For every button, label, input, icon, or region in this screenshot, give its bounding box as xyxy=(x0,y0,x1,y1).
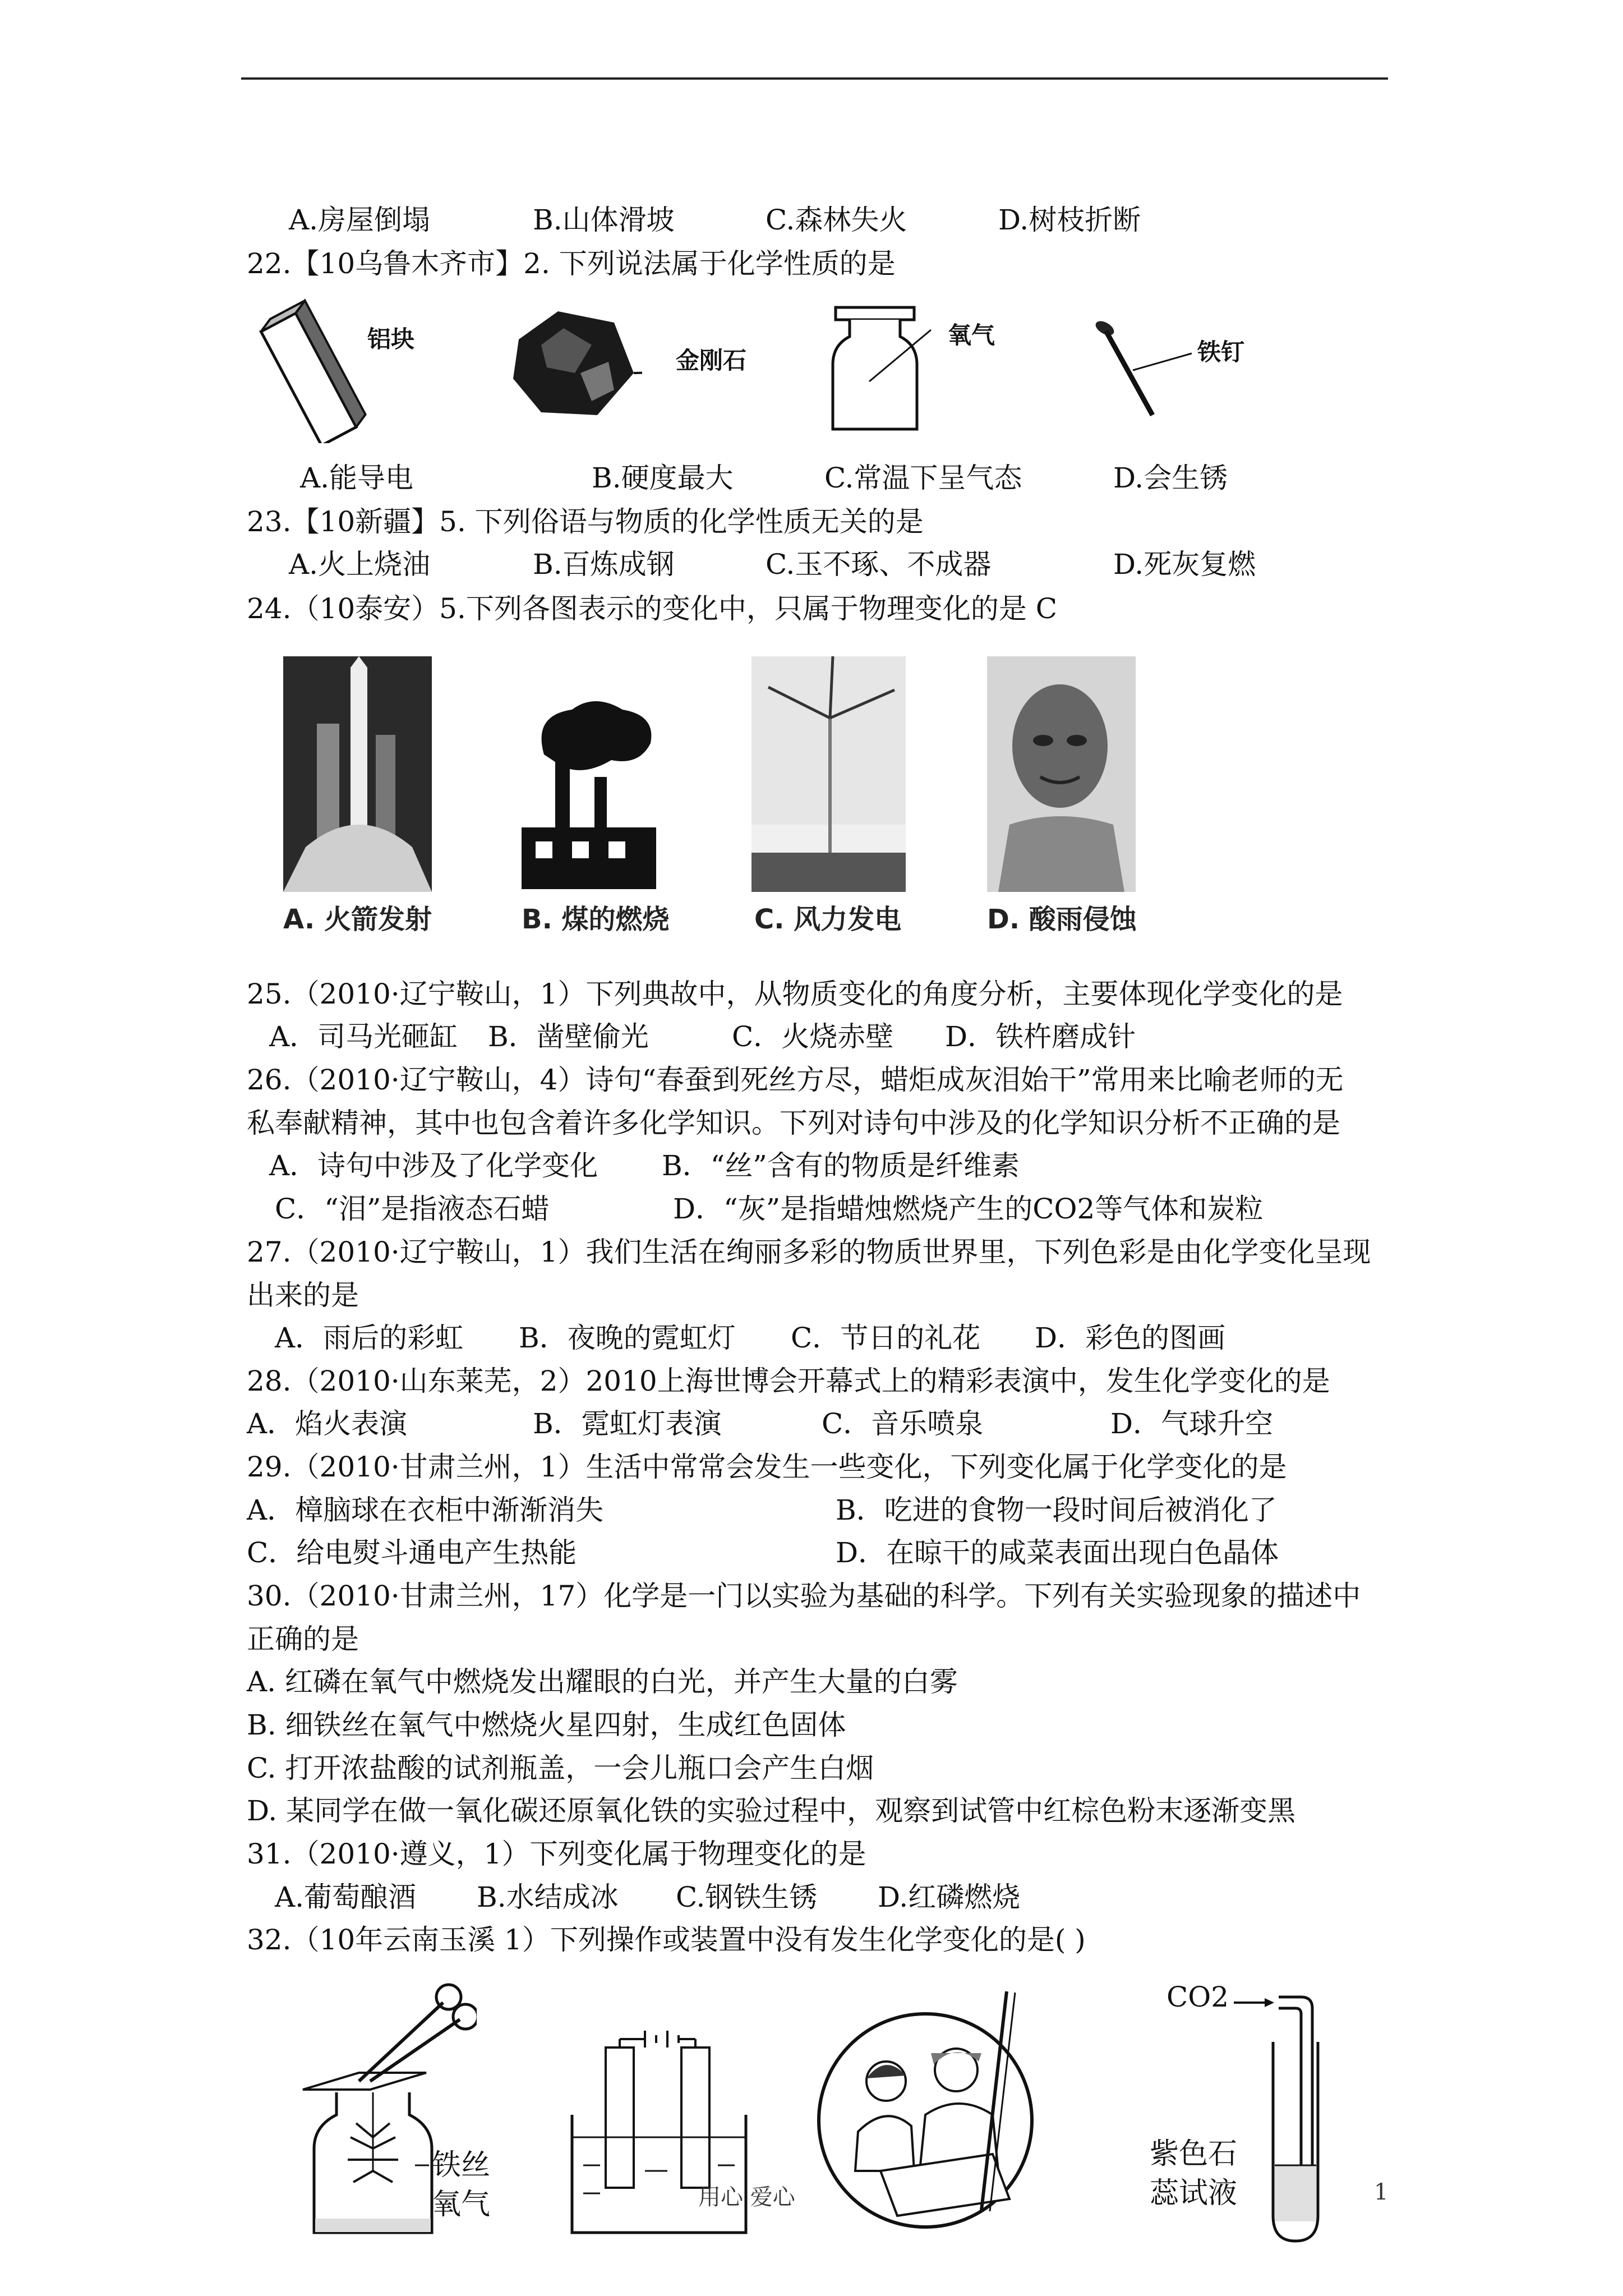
option-b: B.山体滑坡 xyxy=(533,204,675,236)
option-d: D.树枝折断 xyxy=(998,204,1141,236)
q28-stem: 28.（2010·山东莱芜，2）2010上海世博会开幕式上的精彩表演中，发生化学变化的是 xyxy=(247,1365,1330,1397)
coal-burning-photo xyxy=(510,693,662,892)
q29-option-b: B．吃进的食物一段时间后被消化了 xyxy=(836,1494,1277,1526)
q22-stem: 22.【10乌鲁木齐市】2. 下列说法属于化学性质的是 xyxy=(247,247,896,280)
footer-motto: 用心 爱心 xyxy=(698,2184,795,2210)
q30-option-b: B. 细铁丝在氧气中燃烧火星四射，生成红色固体 xyxy=(247,1709,846,1741)
q27-stem-line2: 出来的是 xyxy=(247,1279,359,1312)
q27-option-a: A．雨后的彩虹 xyxy=(275,1322,464,1354)
q29-option-a: A．樟脑球在衣柜中渐渐消失 xyxy=(247,1494,604,1526)
oxygen-bottle-figure xyxy=(824,303,953,438)
q22-option-b: B.硬度最大 xyxy=(592,462,734,494)
q28-option-b: B．霓虹灯表演 xyxy=(533,1407,722,1440)
q29-option-c: C．给电熨斗通电产生热能 xyxy=(247,1536,577,1569)
q25-option-b: B．凿壁偷光 xyxy=(488,1020,649,1053)
q22-option-d: D.会生锈 xyxy=(1113,462,1228,494)
q22-option-c: C.常温下呈气态 xyxy=(824,462,1022,494)
aluminum-block-figure xyxy=(247,297,393,443)
diamond-label: 金刚石 xyxy=(676,347,747,374)
q27-option-c: C．节日的礼花 xyxy=(791,1322,981,1354)
litmus-label-1: 紫色石 xyxy=(1150,2137,1238,2171)
q24-caption-d: D. 酸雨侵蚀 xyxy=(987,904,1137,935)
q27-option-b: B．夜晚的霓虹灯 xyxy=(519,1322,736,1354)
q23-option-c: C.玉不琢、不成器 xyxy=(766,548,992,581)
q22-option-a: A.能导电 xyxy=(300,462,414,494)
q25-option-c: C．火烧赤壁 xyxy=(732,1020,894,1053)
option-c: C.森林失火 xyxy=(766,204,907,236)
wire-label: 铁丝 xyxy=(432,2148,491,2182)
q31-option-d: D.红磷燃烧 xyxy=(878,1881,1021,1913)
q30-stem-line2: 正确的是 xyxy=(247,1623,359,1655)
q30-option-d: D. 某同学在做一氧化碳还原氧化铁的实验过程中，观察到试管中红棕色粉末逐渐变黑 xyxy=(247,1795,1296,1827)
q29-stem: 29.（2010·甘肃兰州，1）生活中常常会发生一些变化，下列变化属于化学变化的是 xyxy=(247,1451,1287,1483)
co2-litmus-figure xyxy=(1234,1980,1346,2249)
q27-option-d: D．彩色的图画 xyxy=(1035,1322,1226,1354)
header-rule xyxy=(241,77,1388,80)
q26-option-b: B．“丝”含有的物质是纤维素 xyxy=(662,1149,1020,1182)
diamond-figure xyxy=(508,306,642,424)
option-a: A.房屋倒塌 xyxy=(289,204,431,236)
q31-option-b: B.水结成冰 xyxy=(477,1881,619,1913)
q25-option-d: D．铁杵磨成针 xyxy=(945,1020,1136,1053)
q26-option-d: D．“灰”是指蜡烛燃烧产生的CO2等气体和炭粒 xyxy=(673,1193,1264,1225)
litmus-label-2: 蕊试液 xyxy=(1150,2177,1238,2210)
q26-stem-line1: 26.（2010·辽宁鞍山，4）诗句“春蚕到死丝方尽，蜡炬成灰泪始干”常用来比喻老师的无 xyxy=(247,1064,1344,1096)
q26-stem-line2: 私奉献精神，其中也包含着许多化学知识。下列对诗句中涉及的化学知识分析不正确的是 xyxy=(247,1107,1340,1139)
q24-caption-b: B. 煤的燃烧 xyxy=(522,904,670,935)
q28-option-d: D．气球升空 xyxy=(1110,1407,1274,1440)
nail-label: 铁钉 xyxy=(1197,338,1245,366)
q30-stem-line1: 30.（2010·甘肃兰州，17）化学是一门以实验为基础的科学。下列有关实验现象的描述中 xyxy=(247,1580,1361,1612)
q24-caption-c: C. 风力发电 xyxy=(754,904,902,935)
q24-caption-a: A. 火箭发射 xyxy=(283,904,432,935)
acid-rain-statue-photo xyxy=(987,656,1136,892)
q30-option-c: C. 打开浓盐酸的试剂瓶盖，一会儿瓶口会产生白烟 xyxy=(247,1752,874,1784)
q26-option-a: A．诗句中涉及了化学变化 xyxy=(269,1149,598,1182)
q25-option-a: A．司马光砸缸 xyxy=(269,1020,458,1053)
aluminum-label: 铝块 xyxy=(367,325,415,353)
rocket-launch-photo xyxy=(283,656,432,892)
q31-option-c: C.钢铁生锈 xyxy=(676,1881,818,1913)
people-drawing-figure xyxy=(813,1986,1049,2233)
q23-option-b: B.百炼成钢 xyxy=(533,548,675,581)
q28-option-a: A．焰火表演 xyxy=(247,1407,408,1440)
page-number: 1 xyxy=(1374,2179,1389,2205)
nail-figure xyxy=(1094,314,1223,421)
q31-stem: 31.（2010·遵义，1）下列变化属于物理变化的是 xyxy=(247,1838,866,1870)
q26-option-c: C．“泪”是指液态石蜡 xyxy=(275,1193,550,1225)
oxygen-label-2: 氧气 xyxy=(432,2188,491,2221)
co2-label: CO2 xyxy=(1166,1981,1229,2013)
q27-stem-line1: 27.（2010·辽宁鞍山，1）我们生活在绚丽多彩的物质世界里，下列色彩是由化学变化呈现 xyxy=(247,1236,1371,1268)
q23-option-d: D.死灰复燃 xyxy=(1113,548,1256,581)
q24-stem: 24.（10泰安）5.下列各图表示的变化中，只属于物理变化的是 C xyxy=(247,592,1057,625)
oxygen-label: 氧气 xyxy=(948,321,995,349)
q32-stem: 32.（10年云南玉溪 1）下列操作或装置中没有发生化学变化的是( ) xyxy=(247,1924,1086,1956)
q31-option-a: A.葡萄酿酒 xyxy=(275,1881,417,1913)
q28-option-c: C．音乐喷泉 xyxy=(822,1407,984,1440)
q29-option-d: D．在晾干的咸菜表面出现白色晶体 xyxy=(836,1536,1279,1569)
q30-option-a: A. 红磷在氧气中燃烧发出耀眼的白光，并产生大量的白雾 xyxy=(247,1665,958,1698)
q23-stem: 23.【10新疆】5. 下列俗语与物质的化学性质无关的是 xyxy=(247,505,924,538)
q23-option-a: A.火上烧油 xyxy=(289,548,431,581)
q25-stem: 25.（2010·辽宁鞍山，1）下列典故中，从物质变化的角度分析，主要体现化学变化的是 xyxy=(247,978,1343,1010)
wind-power-photo xyxy=(751,656,906,892)
